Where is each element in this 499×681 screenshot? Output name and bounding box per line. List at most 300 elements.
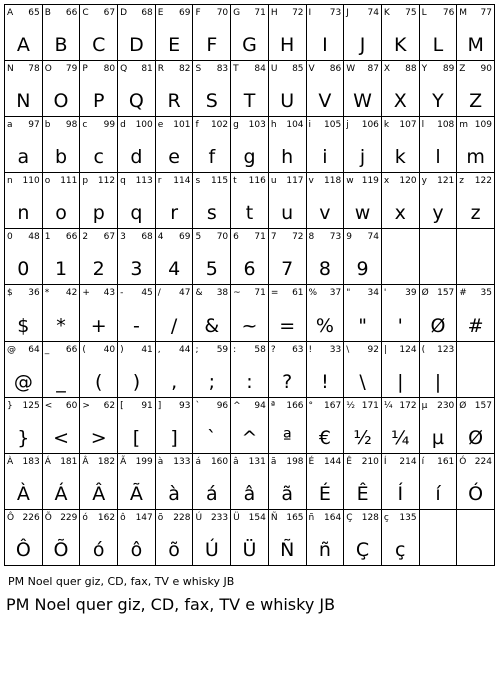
glyph-code: 101 — [173, 120, 191, 131]
glyph-label — [7, 64, 40, 74]
empty-cell — [420, 229, 458, 285]
glyph-label — [7, 120, 40, 130]
glyph-code: 61 — [292, 288, 304, 299]
glyph-label — [158, 64, 191, 74]
glyph-label — [45, 8, 78, 18]
glyph-sample: y — [432, 202, 444, 225]
glyph-char-label: z — [459, 176, 465, 187]
glyph-char-label: Ø — [421, 288, 429, 299]
glyph-label — [309, 345, 342, 355]
glyph-char-label: W — [346, 64, 356, 75]
glyph-cell — [43, 61, 81, 117]
glyph-label — [346, 288, 379, 298]
glyph-char-label: F — [195, 8, 201, 18]
glyph-code: 60 — [65, 400, 78, 411]
glyph-sample: C — [92, 34, 106, 57]
glyph-cell — [420, 61, 458, 117]
glyph-char-label: ] — [157, 400, 162, 411]
glyph-char-label: ^ — [233, 400, 241, 411]
glyph-label — [158, 120, 191, 130]
glyph-label — [233, 345, 266, 355]
glyph-sample: b — [55, 146, 68, 169]
glyph-cell — [269, 398, 307, 454]
empty-cell — [457, 342, 495, 398]
glyph-label — [120, 232, 153, 242]
glyph-char-label: R — [157, 64, 165, 75]
glyph-code: 71 — [254, 232, 266, 243]
glyph-sample: K — [394, 34, 407, 57]
glyph-cell — [344, 510, 382, 566]
glyph-code: 162 — [97, 512, 116, 523]
glyph-code: 78 — [28, 64, 40, 75]
glyph-code: 229 — [60, 512, 78, 523]
glyph-char-label: s — [195, 176, 201, 187]
glyph-sample: | — [397, 370, 404, 393]
glyph-label — [120, 64, 153, 74]
glyph-cell — [5, 285, 43, 341]
glyph-char-label: w — [346, 176, 354, 187]
glyph-char-label: | — [383, 344, 387, 355]
glyph-code: 96 — [216, 400, 229, 411]
glyph-cell — [307, 342, 345, 398]
glyph-sample: H — [280, 34, 295, 57]
glyph-label — [384, 457, 417, 467]
glyph-code: 160 — [210, 456, 229, 467]
glyph-cell — [43, 117, 81, 173]
glyph-label — [384, 176, 417, 186]
glyph-sample: x — [394, 202, 406, 225]
glyph-cell — [457, 173, 495, 229]
glyph-cell — [457, 5, 495, 61]
glyph-sample: d — [130, 146, 143, 169]
glyph-code: 93 — [179, 400, 191, 411]
glyph-sample: 2 — [92, 258, 105, 281]
glyph-char-label: í — [421, 456, 425, 467]
glyph-code: 39 — [405, 288, 417, 299]
glyph-sample: ô — [130, 538, 143, 561]
glyph-cell — [382, 5, 420, 61]
glyph-char-label: â — [233, 456, 239, 467]
glyph-sample: i — [322, 146, 328, 169]
glyph-cell — [118, 229, 156, 285]
glyph-code: 122 — [474, 176, 492, 187]
glyph-code: 120 — [399, 176, 417, 187]
glyph-sample: $ — [17, 314, 30, 337]
glyph-label — [384, 64, 417, 74]
glyph-label — [271, 457, 304, 467]
glyph-label — [82, 457, 115, 467]
glyph-char-label: Á — [44, 456, 51, 467]
glyph-label — [233, 288, 266, 298]
glyph-label — [7, 401, 40, 411]
glyph-code: 83 — [216, 64, 229, 75]
glyph-label — [82, 513, 115, 523]
glyph-char-label: à — [157, 456, 164, 467]
glyph-code: 210 — [361, 456, 379, 467]
glyph-char-label: j — [346, 120, 349, 131]
glyph-cell — [43, 510, 81, 566]
glyph-cell — [156, 454, 194, 510]
glyph-code: 71 — [254, 8, 266, 18]
glyph-sample: Õ — [53, 538, 69, 561]
glyph-code: 167 — [324, 400, 342, 411]
glyph-code: 80 — [103, 64, 116, 75]
glyph-cell — [269, 173, 307, 229]
glyph-code: 123 — [437, 344, 455, 355]
glyph-char-label: , — [157, 344, 161, 355]
glyph-sample: = — [279, 314, 296, 337]
glyph-label — [459, 176, 492, 186]
glyph-char-label: e — [157, 120, 164, 131]
glyph-char-label: ? — [270, 344, 276, 355]
glyph-char-label: t — [233, 176, 237, 187]
glyph-char-label: o — [44, 176, 51, 187]
glyph-sample: I — [322, 34, 328, 57]
glyph-sample: Y — [432, 90, 444, 113]
glyph-code: 171 — [361, 400, 379, 411]
glyph-cell — [43, 342, 81, 398]
glyph-code: 183 — [22, 456, 40, 467]
glyph-sample: ½ — [353, 426, 372, 449]
glyph-sample: M — [467, 34, 484, 57]
glyph-char-label: ª — [270, 400, 276, 411]
glyph-sample: j — [359, 146, 366, 169]
glyph-sample: & — [204, 314, 220, 337]
glyph-cell — [382, 117, 420, 173]
glyph-sample: l — [435, 146, 441, 169]
glyph-cell — [457, 61, 495, 117]
glyph-label — [7, 457, 40, 467]
glyph-code: 42 — [65, 288, 78, 299]
glyph-cell — [269, 5, 307, 61]
glyph-sample: ` — [207, 426, 217, 449]
glyph-code: 233 — [210, 512, 229, 523]
glyph-char-label: E — [157, 8, 164, 18]
glyph-char-label: @ — [7, 344, 16, 355]
glyph-code: 131 — [248, 456, 266, 467]
glyph-label — [82, 64, 115, 74]
glyph-label — [82, 401, 115, 411]
glyph-code: 71 — [254, 288, 266, 299]
glyph-code: 86 — [329, 64, 342, 75]
glyph-label — [120, 288, 153, 298]
glyph-sample: g — [243, 146, 256, 169]
glyph-code: 154 — [248, 512, 266, 523]
glyph-label — [271, 345, 304, 355]
glyph-char-label: µ — [421, 400, 428, 411]
glyph-code: 111 — [60, 176, 78, 187]
glyph-sample: u — [281, 202, 294, 225]
glyph-label — [346, 345, 379, 355]
glyph-cell — [5, 173, 43, 229]
glyph-char-label: $ — [7, 288, 13, 299]
glyph-label — [120, 8, 153, 18]
glyph-code: 69 — [179, 232, 191, 243]
glyph-code: 97 — [28, 120, 40, 131]
glyph-code: 68 — [141, 232, 153, 243]
glyph-code: 33 — [329, 344, 342, 355]
glyph-char-label: Ê — [346, 456, 352, 467]
glyph-code: 157 — [437, 288, 455, 299]
glyph-label — [195, 513, 228, 523]
glyph-cell — [344, 398, 382, 454]
glyph-label — [233, 457, 266, 467]
glyph-char-label: q — [120, 176, 126, 187]
glyph-label — [309, 64, 342, 74]
glyph-char-label: L — [421, 8, 427, 18]
glyph-char-label: Ø — [459, 400, 467, 411]
glyph-label — [309, 457, 342, 467]
glyph-code: 99 — [103, 120, 116, 131]
glyph-label — [233, 401, 266, 411]
glyph-cell — [80, 398, 118, 454]
glyph-label — [45, 457, 78, 467]
glyph-label — [158, 345, 191, 355]
glyph-cell — [80, 61, 118, 117]
glyph-cell — [269, 454, 307, 510]
glyph-code: 224 — [474, 456, 492, 467]
glyph-char-label: \ — [346, 344, 350, 355]
glyph-label — [82, 8, 115, 18]
glyph-label — [422, 64, 455, 74]
glyph-char-label: 5 — [195, 232, 202, 243]
glyph-char-label: á — [195, 456, 201, 467]
glyph-sample: í — [435, 482, 441, 505]
glyph-code: 88 — [405, 64, 417, 75]
glyph-char-label: Ã — [120, 456, 127, 467]
glyph-label — [7, 345, 40, 355]
glyph-sample: Í — [397, 482, 404, 505]
glyph-label — [422, 288, 455, 298]
glyph-cell — [80, 342, 118, 398]
glyph-label — [309, 288, 342, 298]
glyph-char-label: X — [383, 64, 391, 75]
glyph-label — [82, 345, 115, 355]
glyph-code: 38 — [216, 288, 229, 299]
glyph-char-label: 8 — [308, 232, 315, 243]
glyph-char-label: * — [44, 288, 50, 299]
empty-cell — [457, 229, 495, 285]
glyph-cell — [193, 510, 231, 566]
glyph-cell — [231, 173, 269, 229]
glyph-label — [271, 513, 304, 523]
glyph-cell — [231, 454, 269, 510]
glyph-label — [45, 288, 78, 298]
glyph-char-label: g — [233, 120, 239, 131]
glyph-code: 34 — [367, 288, 379, 299]
glyph-label — [82, 120, 115, 130]
glyph-sample: f — [208, 146, 216, 169]
glyph-sample: F — [206, 34, 218, 57]
glyph-label — [459, 64, 492, 74]
glyph-sample: õ — [168, 538, 180, 561]
glyph-code: 98 — [65, 120, 78, 131]
glyph-label — [82, 288, 115, 298]
glyph-char-label: _ — [44, 344, 50, 355]
glyph-sample: à — [168, 482, 180, 505]
glyph-cell — [43, 398, 81, 454]
glyph-code: 119 — [361, 176, 379, 187]
glyph-cell — [156, 173, 194, 229]
glyph-sample: Ç — [355, 538, 370, 561]
glyph-sample: ¼ — [391, 426, 410, 449]
glyph-code: 40 — [103, 344, 116, 355]
glyph-cell — [156, 229, 194, 285]
glyph-sample: á — [205, 482, 218, 505]
glyph-code: 94 — [254, 400, 266, 411]
glyph-sample: ª — [282, 426, 292, 449]
glyph-sample: h — [281, 146, 294, 169]
glyph-label — [459, 457, 492, 467]
glyph-char-label: ! — [308, 344, 313, 355]
glyph-label — [384, 288, 417, 298]
glyph-cell — [231, 117, 269, 173]
glyph-code: 125 — [22, 400, 40, 411]
glyph-sample: R — [167, 90, 181, 113]
glyph-code: 164 — [324, 512, 342, 523]
glyph-cell — [344, 61, 382, 117]
glyph-char-label: H — [270, 8, 278, 18]
glyph-char-label: / — [157, 288, 161, 299]
glyph-cell — [307, 229, 345, 285]
glyph-code: 226 — [22, 512, 40, 523]
glyph-char-label: k — [383, 120, 390, 131]
glyph-label — [120, 457, 153, 467]
glyph-cell — [118, 454, 156, 510]
glyph-code: 199 — [135, 456, 153, 467]
glyph-char-label: a — [7, 120, 13, 131]
glyph-label — [271, 232, 304, 242]
glyph-label — [346, 232, 379, 242]
glyph-code: 37 — [329, 288, 342, 299]
glyph-sample: W — [353, 90, 372, 113]
glyph-sample: € — [318, 426, 331, 449]
glyph-cell — [118, 173, 156, 229]
glyph-code: 157 — [474, 400, 492, 411]
glyph-code: 166 — [286, 400, 304, 411]
glyph-char-label: h — [270, 120, 277, 131]
glyph-char-label: ; — [195, 344, 199, 355]
glyph-label — [271, 401, 304, 411]
glyph-sample: } — [17, 426, 30, 449]
glyph-label — [233, 64, 266, 74]
glyph-label — [195, 64, 228, 74]
glyph-sample: , — [171, 370, 178, 393]
glyph-char-label: Ç — [346, 512, 353, 523]
glyph-label — [422, 457, 455, 467]
glyph-cell — [193, 117, 231, 173]
glyph-sample: ; — [208, 370, 215, 393]
glyph-code: 36 — [28, 288, 40, 299]
glyph-sample: ? — [282, 370, 293, 393]
glyph-label — [158, 232, 191, 242]
glyph-label — [346, 401, 379, 411]
glyph-char-label: m — [459, 120, 469, 131]
glyph-cell — [5, 5, 43, 61]
glyph-cell — [269, 510, 307, 566]
glyph-code: 147 — [135, 512, 153, 523]
glyph-cell — [420, 173, 458, 229]
glyph-code: 74 — [367, 232, 379, 243]
glyph-char-label: Ú — [195, 512, 203, 523]
glyph-sample: \ — [359, 370, 366, 393]
glyph-cell — [382, 398, 420, 454]
glyph-label — [158, 176, 191, 186]
glyph-char-label: É — [308, 456, 315, 467]
glyph-cell — [269, 117, 307, 173]
glyph-char-label: Ó — [459, 456, 467, 467]
glyph-char-label: Z — [459, 64, 466, 75]
glyph-char-label: À — [7, 456, 14, 467]
glyph-label — [7, 232, 40, 242]
glyph-code: 116 — [248, 176, 266, 187]
glyph-char-label: n — [7, 176, 13, 187]
glyph-label — [195, 232, 228, 242]
glyph-char-label: & — [195, 288, 203, 299]
glyph-cell — [118, 342, 156, 398]
glyph-char-label: Õ — [44, 512, 52, 523]
glyph-cell — [5, 342, 43, 398]
glyph-sample: ñ — [318, 538, 331, 561]
glyph-char-label: y — [421, 176, 427, 187]
glyph-cell — [231, 229, 269, 285]
glyph-char-label: 0 — [7, 232, 13, 243]
glyph-cell — [382, 285, 420, 341]
glyph-char-label: ô — [120, 512, 126, 523]
glyph-cell — [118, 285, 156, 341]
glyph-cell — [307, 285, 345, 341]
glyph-label — [271, 64, 304, 74]
glyph-cell — [80, 229, 118, 285]
glyph-cell — [307, 173, 345, 229]
glyph-char-label: ¼ — [383, 400, 393, 411]
glyph-cell — [193, 398, 231, 454]
glyph-code: 67 — [103, 8, 116, 18]
glyph-cell — [193, 342, 231, 398]
glyph-cell — [193, 454, 231, 510]
glyph-sample: # — [467, 314, 484, 337]
glyph-label — [120, 345, 153, 355]
glyph-cell — [5, 229, 43, 285]
glyph-code: 43 — [103, 288, 116, 299]
glyph-label — [7, 288, 40, 298]
glyph-char-label: d — [120, 120, 126, 131]
glyph-sample: r — [170, 202, 179, 225]
glyph-code: 85 — [292, 64, 304, 75]
glyph-cell — [420, 285, 458, 341]
glyph-sample: Ã — [129, 482, 143, 505]
glyph-cell — [193, 173, 231, 229]
glyph-code: 70 — [216, 8, 229, 18]
glyph-label — [45, 345, 78, 355]
glyph-cell — [118, 5, 156, 61]
glyph-code: 41 — [141, 344, 153, 355]
glyph-label — [233, 513, 266, 523]
glyph-sample: @ — [13, 370, 33, 393]
glyph-label — [45, 513, 78, 523]
glyph-code: 66 — [65, 344, 78, 355]
glyph-cell — [307, 398, 345, 454]
glyph-sample: 5 — [205, 258, 218, 281]
glyph-cell — [156, 117, 194, 173]
glyph-sample: ã — [281, 482, 294, 505]
glyph-cell — [344, 117, 382, 173]
glyph-sample: Q — [128, 90, 144, 113]
glyph-code: 67 — [103, 232, 116, 243]
glyph-code: 228 — [173, 512, 191, 523]
glyph-label — [459, 288, 492, 298]
glyph-code: 106 — [361, 120, 379, 131]
